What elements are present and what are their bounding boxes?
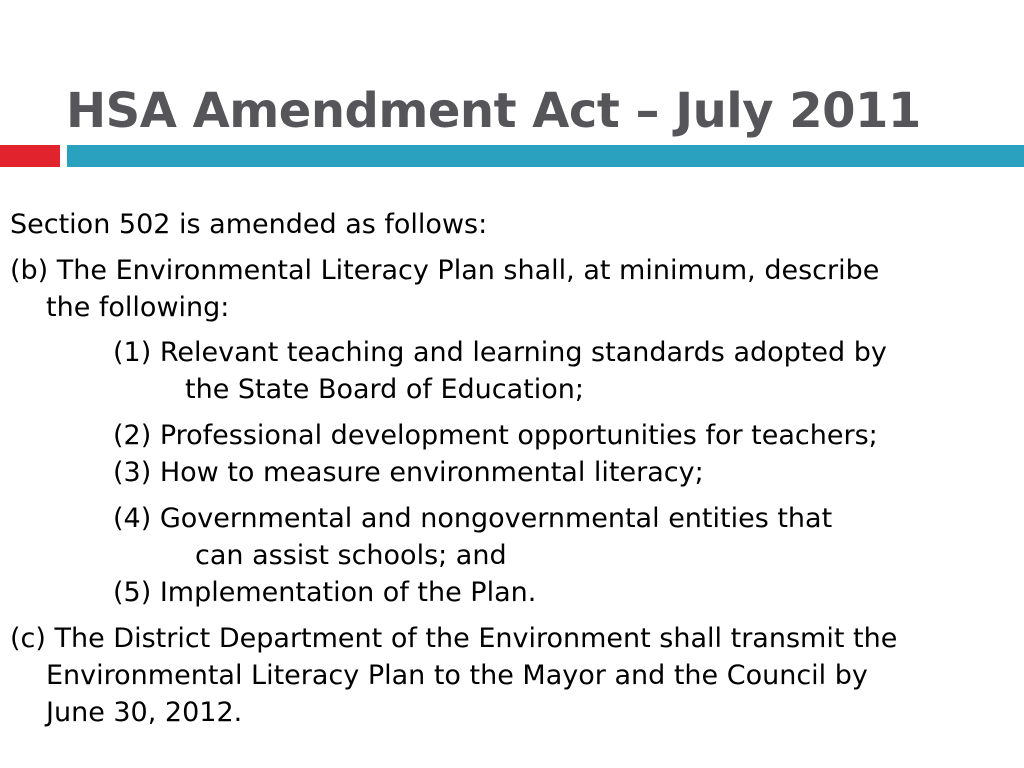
list-item-5 <box>10 574 1010 611</box>
list-item-1-line-1: (1) Relevant teaching and learning standards adopted by <box>113 337 887 368</box>
list-item-4-line-2: can assist schools; and <box>195 540 507 571</box>
slide-title: HSA Amendment Act – July 2011 <box>66 83 921 139</box>
list-item-2-line-1: (2) Professional development opportunities for teachers; <box>113 420 878 451</box>
list-item-1-line-2: the State Board of Education; <box>185 374 585 405</box>
paragraph-b-line-2: the following: <box>46 292 230 323</box>
list-item-3-line-1: (3) How to measure environmental literacy; <box>113 457 704 488</box>
title-accent-blue-bar <box>67 145 1024 167</box>
list-item-3 <box>10 454 1010 491</box>
list-item-4 <box>10 500 1010 574</box>
intro-paragraph <box>10 206 1010 243</box>
list-item-2 <box>10 417 1010 454</box>
paragraph-c-line-1: (c) The District Department of the Environment shall transmit the <box>10 623 898 654</box>
list-item-1 <box>10 334 1010 408</box>
paragraph-c-line-3: June 30, 2012. <box>46 697 243 728</box>
title-accent-red-bar <box>0 145 60 167</box>
paragraph-b <box>10 252 1010 326</box>
list-item-5-line-1: (5) Implementation of the Plan. <box>113 577 537 608</box>
paragraph-c-line-2: Environmental Literacy Plan to the Mayor and the Council by <box>46 660 868 691</box>
paragraph-b-line-1: (b) The Environmental Literacy Plan shall, at minimum, describe <box>10 255 880 286</box>
intro-text: Section 502 is amended as follows: <box>10 209 488 240</box>
paragraph-c <box>10 620 1010 731</box>
list-item-4-line-1: (4) Governmental and nongovernmental entities that <box>113 503 833 534</box>
slide-body <box>10 206 1010 740</box>
